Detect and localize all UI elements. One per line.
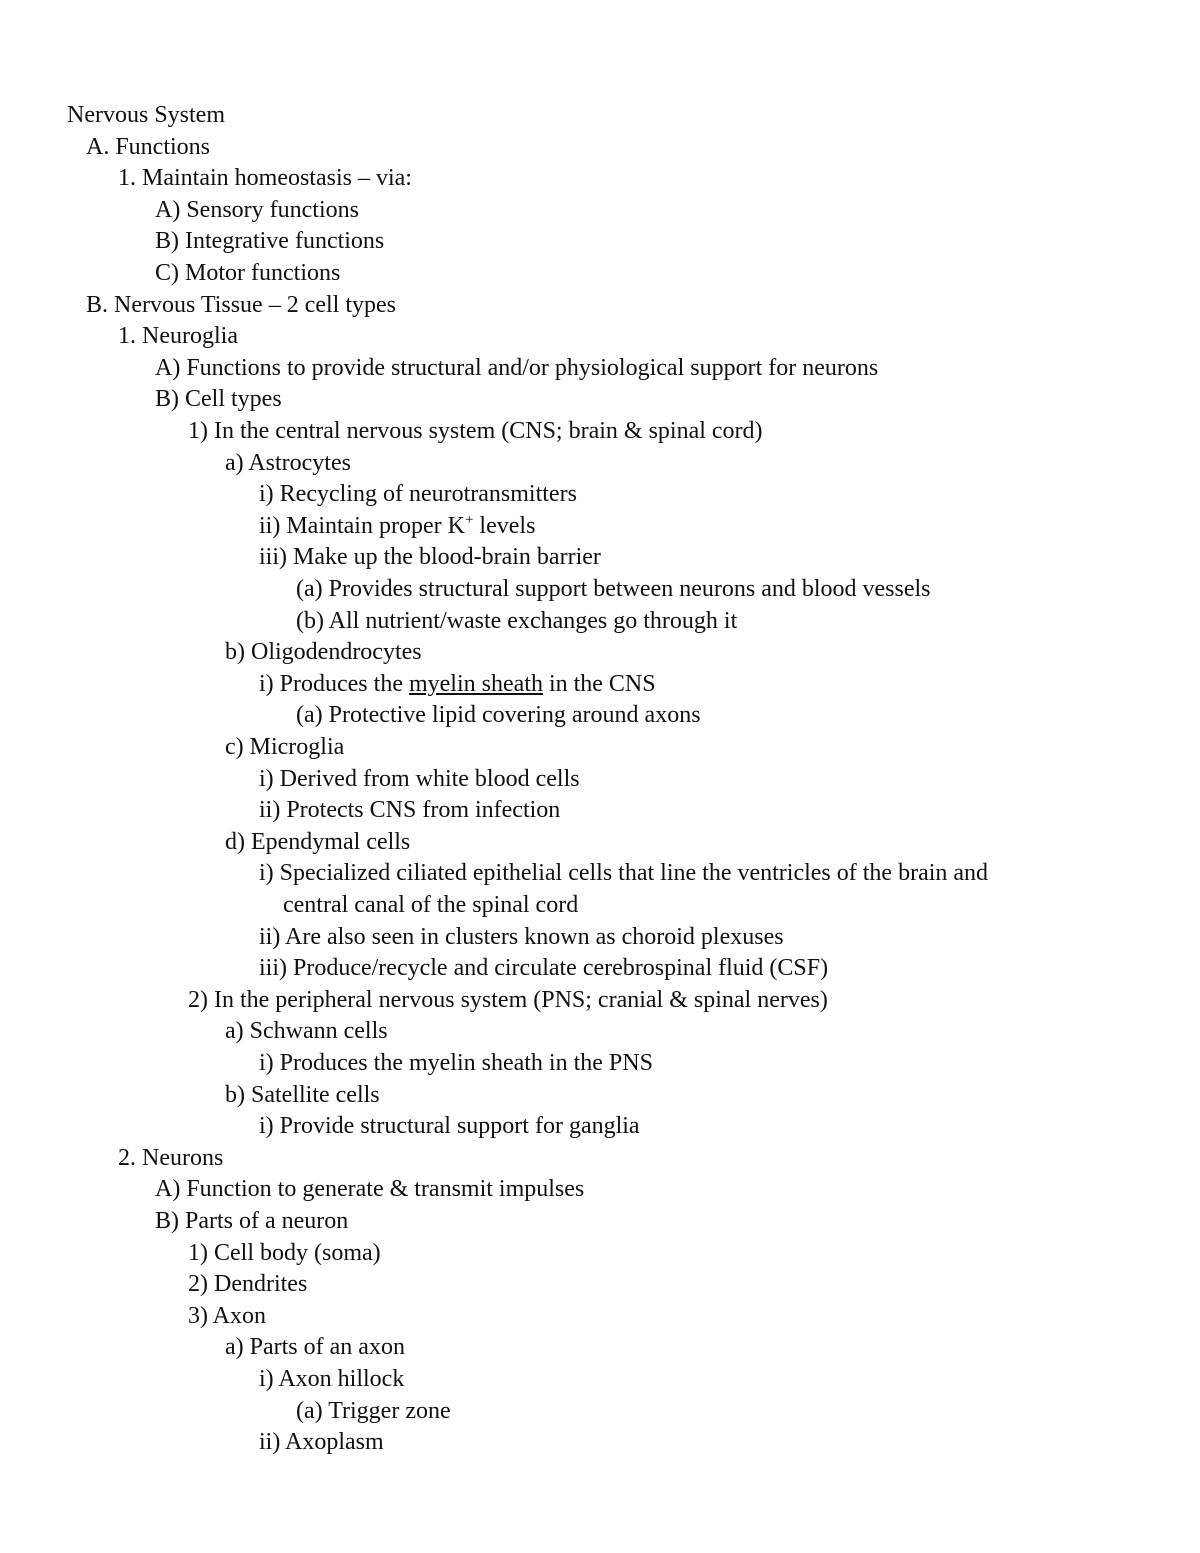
- outline-line: a) Schwann cells: [225, 1018, 388, 1045]
- outline-line: 1. Maintain homeostasis – via:: [118, 165, 412, 192]
- outline-line: [259, 669, 656, 700]
- outline-line: [259, 511, 535, 542]
- outline-line: iii) Produce/recycle and circulate cerebrospinal fluid (CSF): [259, 955, 829, 982]
- outline-line: A. Functions: [86, 133, 211, 160]
- outline-line: ii) Are also seen in clusters known as choroid plexuses: [259, 923, 784, 950]
- outline-line: (a) Protective lipid covering around axons: [296, 702, 701, 729]
- outline-line: a) Astrocytes: [225, 449, 351, 476]
- outline-text: levels: [473, 512, 536, 539]
- outline-line: c) Microglia: [225, 734, 345, 760]
- outline-line: (b) All nutrient/waste exchanges go through it: [296, 607, 738, 634]
- outline-line: A) Sensory functions: [155, 196, 359, 223]
- outline-line: A) Functions to provide structural and/or physiological support for neurons: [155, 354, 879, 381]
- superscript: +: [464, 511, 474, 528]
- outline-line: 3) Axon: [188, 1302, 266, 1329]
- underlined-term: myelin sheath: [408, 670, 543, 697]
- outline-line: 2) Dendrites: [188, 1271, 308, 1298]
- outline-line: ii) Axoplasm: [259, 1429, 384, 1456]
- outline-line: 1) In the central nervous system (CNS; brain & spinal cord): [188, 418, 763, 444]
- outline-line: 2. Neurons: [118, 1144, 224, 1171]
- outline-line: B) Integrative functions: [155, 228, 385, 255]
- outline-line: 1) Cell body (soma): [188, 1239, 381, 1266]
- outline-line: 1. Neuroglia: [118, 323, 238, 350]
- outline-text: in the CNS: [542, 670, 656, 697]
- outline-line: B) Cell types: [155, 386, 282, 413]
- outline-line: b) Satellite cells: [225, 1081, 380, 1108]
- outline-line: C) Motor functions: [155, 260, 341, 286]
- outline-line: B) Parts of a neuron: [155, 1208, 349, 1234]
- outline-line: i) Produces the myelin sheath in the PNS: [259, 1050, 653, 1076]
- outline-line: (a) Provides structural support between neurons and blood vessels: [296, 576, 931, 602]
- outline-line: i) Provide structural support for ganglia: [259, 1113, 640, 1140]
- outline-line: i) Specialized ciliated epithelial cells that line the ventricles of the brain and: [259, 860, 989, 887]
- outline-line: B. Nervous Tissue – 2 cell types: [86, 291, 397, 318]
- outline-line: (a) Trigger zone: [296, 1397, 451, 1424]
- outline-line: i) Derived from white blood cells: [259, 765, 580, 792]
- outline-line: i) Recycling of neurotransmitters: [259, 481, 577, 508]
- document-title: Nervous System: [67, 102, 225, 128]
- outline-line: i) Axon hillock: [259, 1366, 405, 1392]
- outline-line: b) Oligodendrocytes: [225, 639, 422, 666]
- outline-line: iii) Make up the blood-brain barrier: [259, 544, 601, 571]
- outline-line: central canal of the spinal cord: [283, 892, 579, 918]
- outline-line: a) Parts of an axon: [225, 1334, 405, 1361]
- outline-line: d) Ependymal cells: [225, 828, 411, 855]
- outline-line: A) Function to generate & transmit impulses: [155, 1176, 585, 1203]
- outline-line: 2) In the peripheral nervous system (PNS; cranial & spinal nerves): [188, 986, 828, 1013]
- outline-text: i) Produces the: [259, 670, 409, 697]
- outline-line: ii) Protects CNS from infection: [259, 797, 561, 824]
- outline-text: ii) Maintain proper K: [259, 512, 465, 539]
